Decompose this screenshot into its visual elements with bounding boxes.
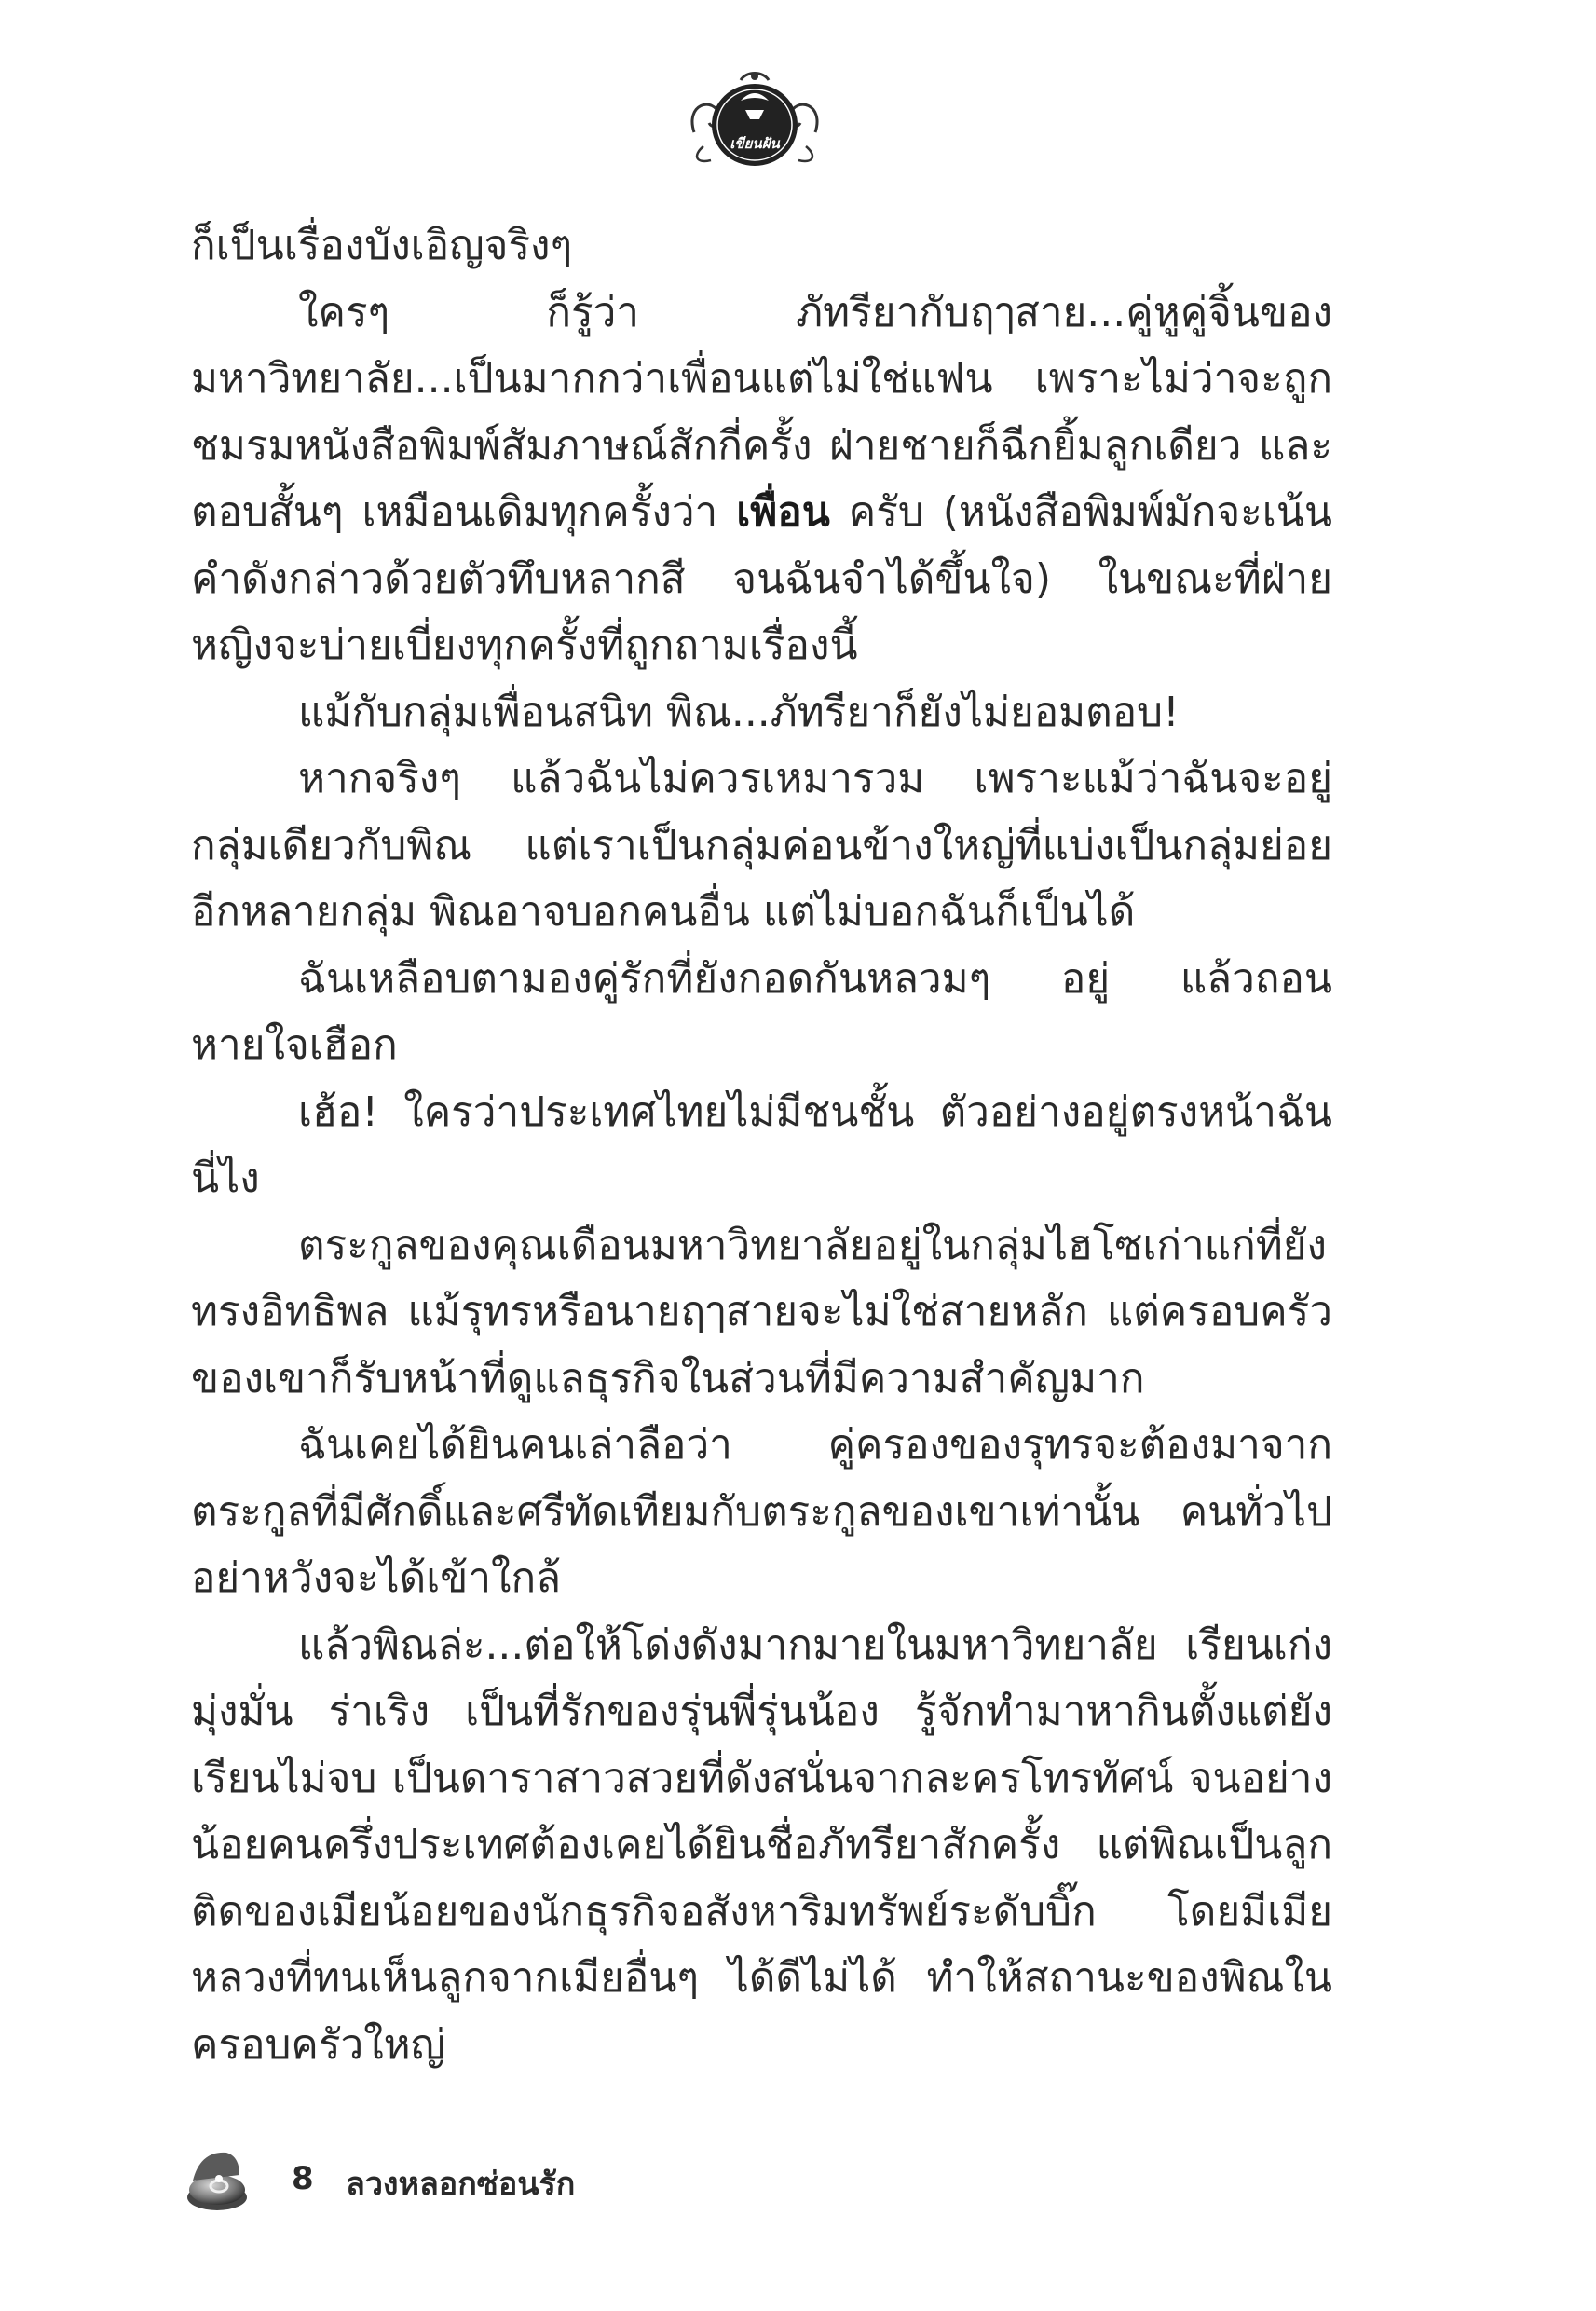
ring-box-icon	[182, 2143, 256, 2218]
paragraph-text: หากจริงๆ แล้วฉันไม่ควรเหมารวม เพราะแม้ว่าฉันจะอยู่กลุ่มเดียวกับพิณ แต่เราเป็นกลุ่มค่อนข้างใหญ่ที่แบ่งเป็นกลุ่มย่อยอีกหลายกลุ่ม พิณอาจบอกคนอื่น แต่ไม่บอกฉันก็เป็นได้	[191, 755, 1332, 936]
body-paragraph	[191, 679, 1332, 746]
paragraph-text: ก็เป็นเรื่องบังเอิญจริงๆ	[191, 222, 573, 269]
page-footer	[182, 2143, 741, 2218]
body-paragraph	[191, 1412, 1332, 1612]
page-body	[191, 212, 1332, 2078]
paragraph-text: แม้กับกลุ่มเพื่อนสนิท พิณ...ภัทรียาก็ยังไม่ยอมตอบ!	[298, 688, 1180, 736]
body-paragraph	[191, 1612, 1332, 2079]
paragraph-text: ฉันเหลือบตามองคู่รักที่ยังกอดกันหลวมๆ อยู่ แล้วถอนหายใจเฮือก	[191, 954, 1332, 1069]
publisher-logo-text: เขียนฝัน	[730, 135, 780, 152]
paragraph-text: ครับ (หนังสือพิมพ์มักจะเน้นคำดังกล่าวด้วยตัวทึบหลากสี จนฉันจำได้ขึ้นใจ) ในขณะที่ฝ่ายหญิงจะบ่ายเบี่ยงทุกครั้งที่ถูกถามเรื่องนี้	[191, 488, 1333, 669]
body-paragraph	[191, 946, 1332, 1079]
paragraph-text: ตระกูลของคุณเดือนมหาวิทยาลัยอยู่ในกลุ่มไฮโซเก่าแก่ที่ยังทรงอิทธิพล แม้รุทรหรือนายฤๅสายจะไม่ใช่สายหลัก แต่ครอบครัวของเขาก็รับหน้าที่ดูแลธุรกิจในส่วนที่มีความสำคัญมาก	[191, 1221, 1332, 1402]
publisher-logo	[685, 67, 825, 170]
body-paragraph	[191, 280, 1332, 679]
page-number: 8	[292, 2160, 314, 2197]
book-title: ลวงหลอกซ่อนรัก	[346, 2166, 576, 2203]
paragraph-text: แล้วพิณล่ะ...ต่อให้โด่งดังมากมายในมหาวิทยาลัย เรียนเก่ง มุ่งมั่น ร่าเริง เป็นที่รักของรุ่นพี่รุ่นน้อง รู้จักทำมาหากินตั้งแต่ยังเรียนไม่จบ เป็นดาราสาวสวยที่ดังสนั่นจากละครโทรทัศน์ จนอย่างน้อยคนครึ่งประเทศต้องเคยได้ยินชื่อภัทรียาสักครั้ง แต่พิณเป็นลูกติดของเมียน้อยของนักธุรกิจอสังหาริมทรัพย์ระดับบิ๊ก โดยมีเมียหลวงที่ทนเห็นลูกจากเมียอื่นๆ ได้ดีไม่ได้ ทำให้สถานะของพิณในครอบครัวใหญ่	[191, 1620, 1332, 2069]
paragraph-text: ใครๆ ก็รู้ว่า ภัทรียากับฤๅสาย...คู่หูคู่จิ้นของมหาวิทยาลัย...เป็นมากกว่าเพื่อนแต่ไม่ใช่แฟน เพราะไม่ว่าจะถูกชมรมหนังสือพิมพ์สัมภาษณ์สักกี่ครั้ง ฝ่ายชายก็ฉีกยิ้มลูกเดียว และตอบสั้นๆ เหมือนเดิมทุกครั้งว่า	[191, 288, 1332, 536]
body-paragraph	[191, 745, 1332, 946]
paragraph-text: เฮ้อ! ใครว่าประเทศไทยไม่มีชนชั้น ตัวอย่างอยู่ตรงหน้าฉันนี่ไง	[191, 1087, 1332, 1202]
body-paragraph	[191, 1079, 1332, 1212]
body-paragraph	[191, 1212, 1332, 1413]
body-paragraph	[191, 212, 1332, 280]
paragraph-text: ฉันเคยได้ยินคนเล่าลือว่า คู่ครองของรุทรจะต้องมาจากตระกูลที่มีศักดิ์และศรีทัดเทียมกับตระกูลของเขาเท่านั้น คนทั่วไปอย่าหวังจะได้เข้าใกล้	[191, 1421, 1332, 1602]
emphasized-word: เพื่อน	[736, 488, 830, 536]
